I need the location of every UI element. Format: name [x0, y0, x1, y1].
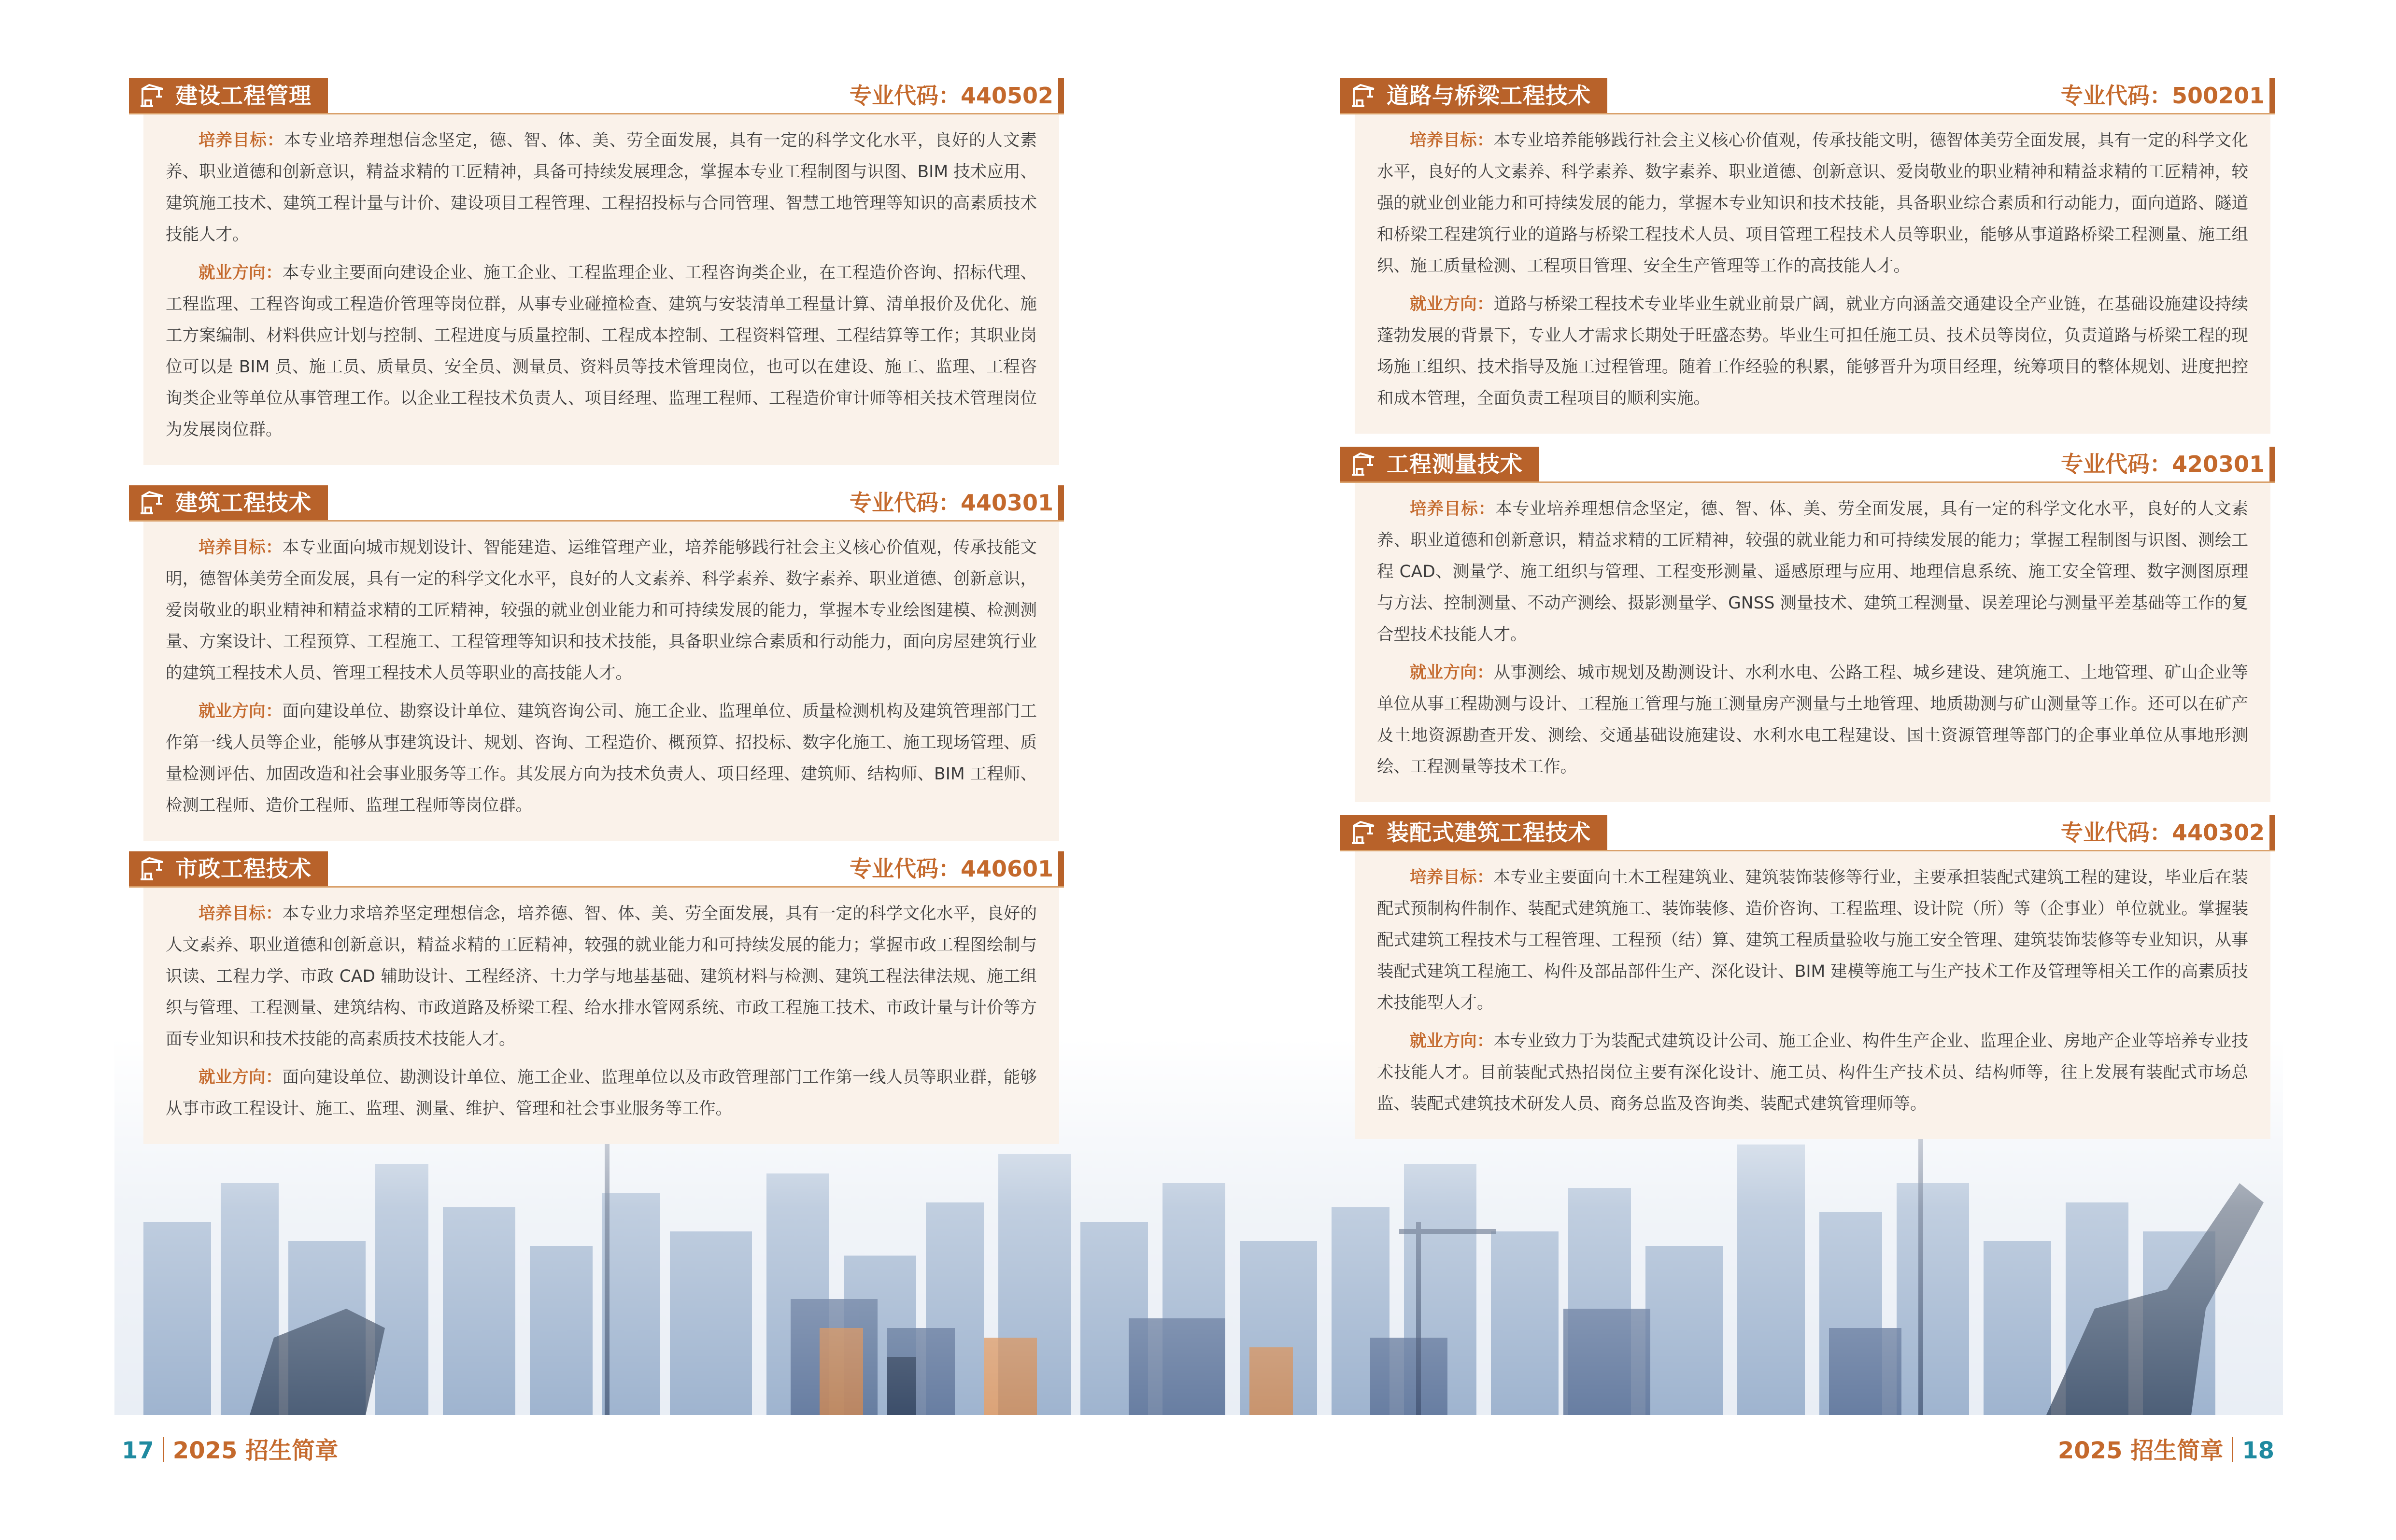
- header-edge-accent: [1058, 485, 1064, 520]
- section-panel: [1355, 483, 2270, 802]
- career-direction-label: 就业方向：: [1410, 663, 1494, 682]
- section-road-bridge-engineering: [1340, 78, 2275, 434]
- career-direction: [1377, 289, 2248, 414]
- section-code: 专业代码：440301: [849, 490, 1053, 516]
- section-code: 专业代码：500201: [2060, 83, 2265, 109]
- training-goal: [166, 898, 1037, 1055]
- section-title-bar: [129, 78, 328, 113]
- section-title: 建筑工程技术: [175, 490, 312, 516]
- section-title: 工程测量技术: [1387, 451, 1523, 477]
- section-header: [129, 78, 1064, 114]
- section-title: 道路与桥梁工程技术: [1387, 83, 1591, 109]
- footer-separator: [163, 1437, 164, 1462]
- section-title-bar: [1340, 447, 1539, 481]
- crane-icon: [1351, 84, 1377, 107]
- training-goal: [166, 125, 1037, 251]
- career-direction-text: 道路与桥梁工程技术专业毕业生就业前景广阔，就业方向涵盖交通建设全产业链，在基础设施建设持续蓬勃发展的背景下，专业人才需求长期处于旺盛态势。毕业生可担任施工员、技术员等岗位，负责道路与桥梁工程的现场施工组织、技术指导及施工过程管理。随着工作经验的积累，能够晋升为项目经理，统筹项目的整体规划、进度把控和成本管理，全面负责工程项目的顺利实施。: [1377, 295, 2248, 408]
- training-goal: [1377, 494, 2248, 650]
- section-title: 装配式建筑工程技术: [1387, 819, 1591, 846]
- section-code: 专业代码：440601: [849, 856, 1053, 882]
- crane-icon: [140, 857, 166, 880]
- header-edge-accent: [1058, 78, 1064, 113]
- training-goal-label: 培养目标：: [198, 538, 283, 557]
- career-direction: [166, 696, 1037, 821]
- career-direction-text: 面向建设单位、勘察设计单位、建筑咨询公司、施工企业、监理单位、质量检测机构及建筑管理部门工作第一线人员等企业，能够从事建筑设计、规划、咨询、工程造价、概预算、招投标、数字化施工、施工现场管理、质量检测评估、加固改造和社会事业服务等工作。其发展方向为技术负责人、项目经理、建筑师、结构师、BIM 工程师、检测工程师、造价工程师、监理工程师等岗位群。: [166, 702, 1037, 815]
- section-code: 专业代码：440302: [2060, 819, 2265, 846]
- training-goal-label: 培养目标：: [1410, 868, 1494, 887]
- section-title-bar: [1340, 815, 1607, 850]
- career-direction: [1377, 1026, 2248, 1120]
- training-goal: [1377, 862, 2248, 1019]
- header-edge-accent: [2269, 447, 2275, 481]
- section-prefabricated-building: [1340, 815, 2275, 1139]
- career-direction: [166, 1062, 1037, 1125]
- training-goal-text: 本专业力求培养坚定理想信念，培养德、智、体、美、劳全面发展，具有一定的科学文化水平，良好的人文素养、职业道德和创新意识，精益求精的工匠精神，较强的就业能力和可持续发展的能力；掌握市政工程图绘制与识读、工程力学、市政 CAD 辅助设计、工程经济、土力学与地基基础、建筑材料与检测、建筑工程法律法规、施工组织与管理、工程测量、建筑结构、市政道路及桥梁工程、给水排水管网系统、市政工程施工技术、市政计量与计价等方面专业知识和技术技能的高素质技术技能人才。: [166, 904, 1037, 1049]
- section-header: [1340, 447, 2275, 483]
- career-direction: [166, 257, 1037, 446]
- section-header: [1340, 815, 2275, 851]
- section-code: 专业代码：420301: [2060, 451, 2265, 477]
- header-edge-accent: [2269, 815, 2275, 850]
- footer-brochure-title-right: 2025 招生简章: [2057, 1437, 2224, 1464]
- section-construction-management: [129, 78, 1064, 465]
- crane-icon: [1351, 821, 1377, 844]
- career-direction-label: 就业方向：: [198, 1068, 283, 1087]
- section-code: 专业代码：440502: [849, 83, 1053, 109]
- crane-icon: [140, 84, 166, 107]
- footer-right: [2058, 1432, 2274, 1465]
- career-direction-label: 就业方向：: [198, 263, 283, 283]
- section-title-bar: [129, 485, 328, 520]
- page-number-right: 18: [2242, 1437, 2274, 1464]
- training-goal-label: 培养目标：: [1410, 131, 1494, 150]
- career-direction: [1377, 657, 2248, 783]
- footer-brochure-title-left: 2025 招生简章: [172, 1437, 339, 1464]
- crane-icon: [1351, 452, 1377, 476]
- training-goal-label: 培养目标：: [198, 904, 283, 923]
- career-direction-text: 从事测绘、城市规划及勘测设计、水利水电、公路工程、城乡建设、建筑施工、土地管理、矿山企业等单位从事工程勘测与设计、工程施工管理与施工测量房产测量与土地管理、地质勘测与矿山测量等工作。还可以在矿产及土地资源勘查开发、测绘、交通基础设施建设、水利水电工程建设、国土资源管理等部门的企事业单位从事地形测绘、工程测量等技术工作。: [1377, 663, 2248, 777]
- training-goal-text: 本专业主要面向土木工程建筑业、建筑装饰装修等行业，主要承担装配式建筑工程的建设，毕业后在装配式预制构件制作、装配式建筑施工、装饰装修、造价咨询、工程监理、设计院（所）等（企事业）单位就业。掌握装配式建筑工程技术与工程管理、工程预（结）算、建筑工程质量验收与施工安全管理、建筑装饰装修等专业知识，从事装配式建筑工程施工、构件及部品部件生产、深化设计、BIM 建模等施工与生产技术工作及管理等相关工作的高素质技术技能型人才。: [1377, 868, 2248, 1013]
- career-direction-text: 面向建设单位、勘测设计单位、施工企业、监理单位以及市政管理部门工作第一线人员等职业群，能够从事市政工程设计、施工、监理、测量、维护、管理和社会事业服务等工作。: [166, 1068, 1037, 1118]
- section-title-bar: [1340, 78, 1607, 113]
- training-goal-text: 本专业面向城市规划设计、智能建造、运维管理产业，培养能够践行社会主义核心价值观，传承技能文明，德智体美劳全面发展，具有一定的科学文化水平，良好的人文素养、科学素养、数字素养、职业道德、创新意识，爱岗敬业的职业精神和精益求精的工匠精神，较强的就业创业能力和可持续发展的能力，掌握本专业绘图建模、检测测量、方案设计、工程预算、工程施工、工程管理等知识和技术技能，具备职业综合素质和行动能力，面向房屋建筑行业的建筑工程技术人员、管理工程技术人员等职业的高技能人才。: [166, 538, 1037, 683]
- section-panel: [1355, 851, 2270, 1139]
- section-title: 市政工程技术: [175, 856, 312, 882]
- training-goal: [166, 532, 1037, 689]
- header-edge-accent: [1058, 851, 1064, 886]
- footer-separator: [2232, 1437, 2233, 1462]
- section-panel: [143, 522, 1059, 841]
- training-goal-label: 培养目标：: [1410, 499, 1496, 519]
- section-panel: [1355, 114, 2270, 434]
- section-header: [129, 485, 1064, 522]
- training-goal-text: 本专业培养能够践行社会主义核心价值观，传承技能文明，德智体美劳全面发展，具有一定的科学文化水平，良好的人文素养、科学素养、数字素养、职业道德、创新意识、爱岗敬业的职业精神和精益求精的工匠精神，较强的就业创业能力和可持续发展的能力，掌握本专业知识和技术技能，具备职业综合素质和行动能力，面向道路、隧道和桥梁工程建筑行业的道路与桥梁工程技术人员、项目管理工程技术人员等职业，能够从事道路桥梁工程测量、施工组织、施工质量检测、工程项目管理、安全生产管理等工作的高技能人才。: [1377, 131, 2248, 276]
- section-header: [129, 851, 1064, 888]
- training-goal-text: 本专业培养理想信念坚定，德、智、体、美、劳全面发展，具有一定的科学文化水平，良好的人文素养、职业道德和创新意识，精益求精的工匠精神，具备可持续发展理念，掌握本专业工程制图与识图、BIM 技术应用、建筑施工技术、建筑工程计量与计价、建设项目工程管理、工程招投标与合同管理、智慧工地管理等知识的高素质技术技能人才。: [166, 131, 1037, 244]
- section-title: 建设工程管理: [175, 83, 312, 109]
- section-title-bar: [129, 851, 328, 886]
- section-municipal-engineering: [129, 851, 1064, 1144]
- footer-left: [122, 1432, 338, 1465]
- career-direction-label: 就业方向：: [1410, 295, 1494, 314]
- career-direction-text: 本专业致力于为装配式建筑设计公司、施工企业、构件生产企业、监理企业、房地产企业等培养专业技术技能人才。目前装配式热招岗位主要有深化设计、施工员、构件生产技术员、结构师等，往上发展有装配式市场总监、装配式建筑技术研发人员、商务总监及咨询类、装配式建筑管理师等。: [1377, 1031, 2248, 1114]
- section-panel: [143, 114, 1059, 465]
- crane-icon: [140, 491, 166, 514]
- section-header: [1340, 78, 2275, 114]
- section-building-engineering: [129, 485, 1064, 841]
- training-goal-text: 本专业培养理想信念坚定，德、智、体、美、劳全面发展，具有一定的科学文化水平，良好的人文素养、职业道德和创新意识，精益求精的工匠精神，较强的就业能力和可持续发展的能力；掌握工程制图与识图、测绘工程 CAD、测量学、施工组织与管理、工程变形测量、遥感原理与应用、地理信息系统、施工安全管理、数字测图原理与方法、控制测量、不动产测绘、摄影测量学、GNSS 测量技术、建筑工程测量、误差理论与测量平差基础等工作的复合型技术技能人才。: [1377, 499, 2249, 644]
- career-direction-label: 就业方向：: [198, 702, 283, 721]
- career-direction-label: 就业方向：: [1410, 1031, 1494, 1051]
- training-goal-label: 培养目标：: [198, 131, 284, 150]
- section-engineering-surveying: [1340, 447, 2275, 802]
- training-goal: [1377, 125, 2248, 282]
- header-edge-accent: [2269, 78, 2275, 113]
- page-number-left: 17: [122, 1437, 154, 1464]
- section-panel: [143, 888, 1059, 1144]
- career-direction-text: 本专业主要面向建设企业、施工企业、工程监理企业、工程咨询类企业，在工程造价咨询、招标代理、工程监理、工程咨询或工程造价管理等岗位群，从事专业碰撞检查、建筑与安装清单工程量计算、清单报价及优化、施工方案编制、材料供应计划与控制、工程进度与质量控制、工程成本控制、工程资料管理、工程结算等工作；其职业岗位可以是 BIM 员、施工员、质量员、安全员、测量员、资料员等技术管理岗位，也可以在建设、施工、监理、工程咨询类企业等单位从事管理工作。以企业工程技术负责人、项目经理、监理工程师、工程造价审计师等相关技术管理岗位为发展岗位群。: [166, 263, 1037, 439]
